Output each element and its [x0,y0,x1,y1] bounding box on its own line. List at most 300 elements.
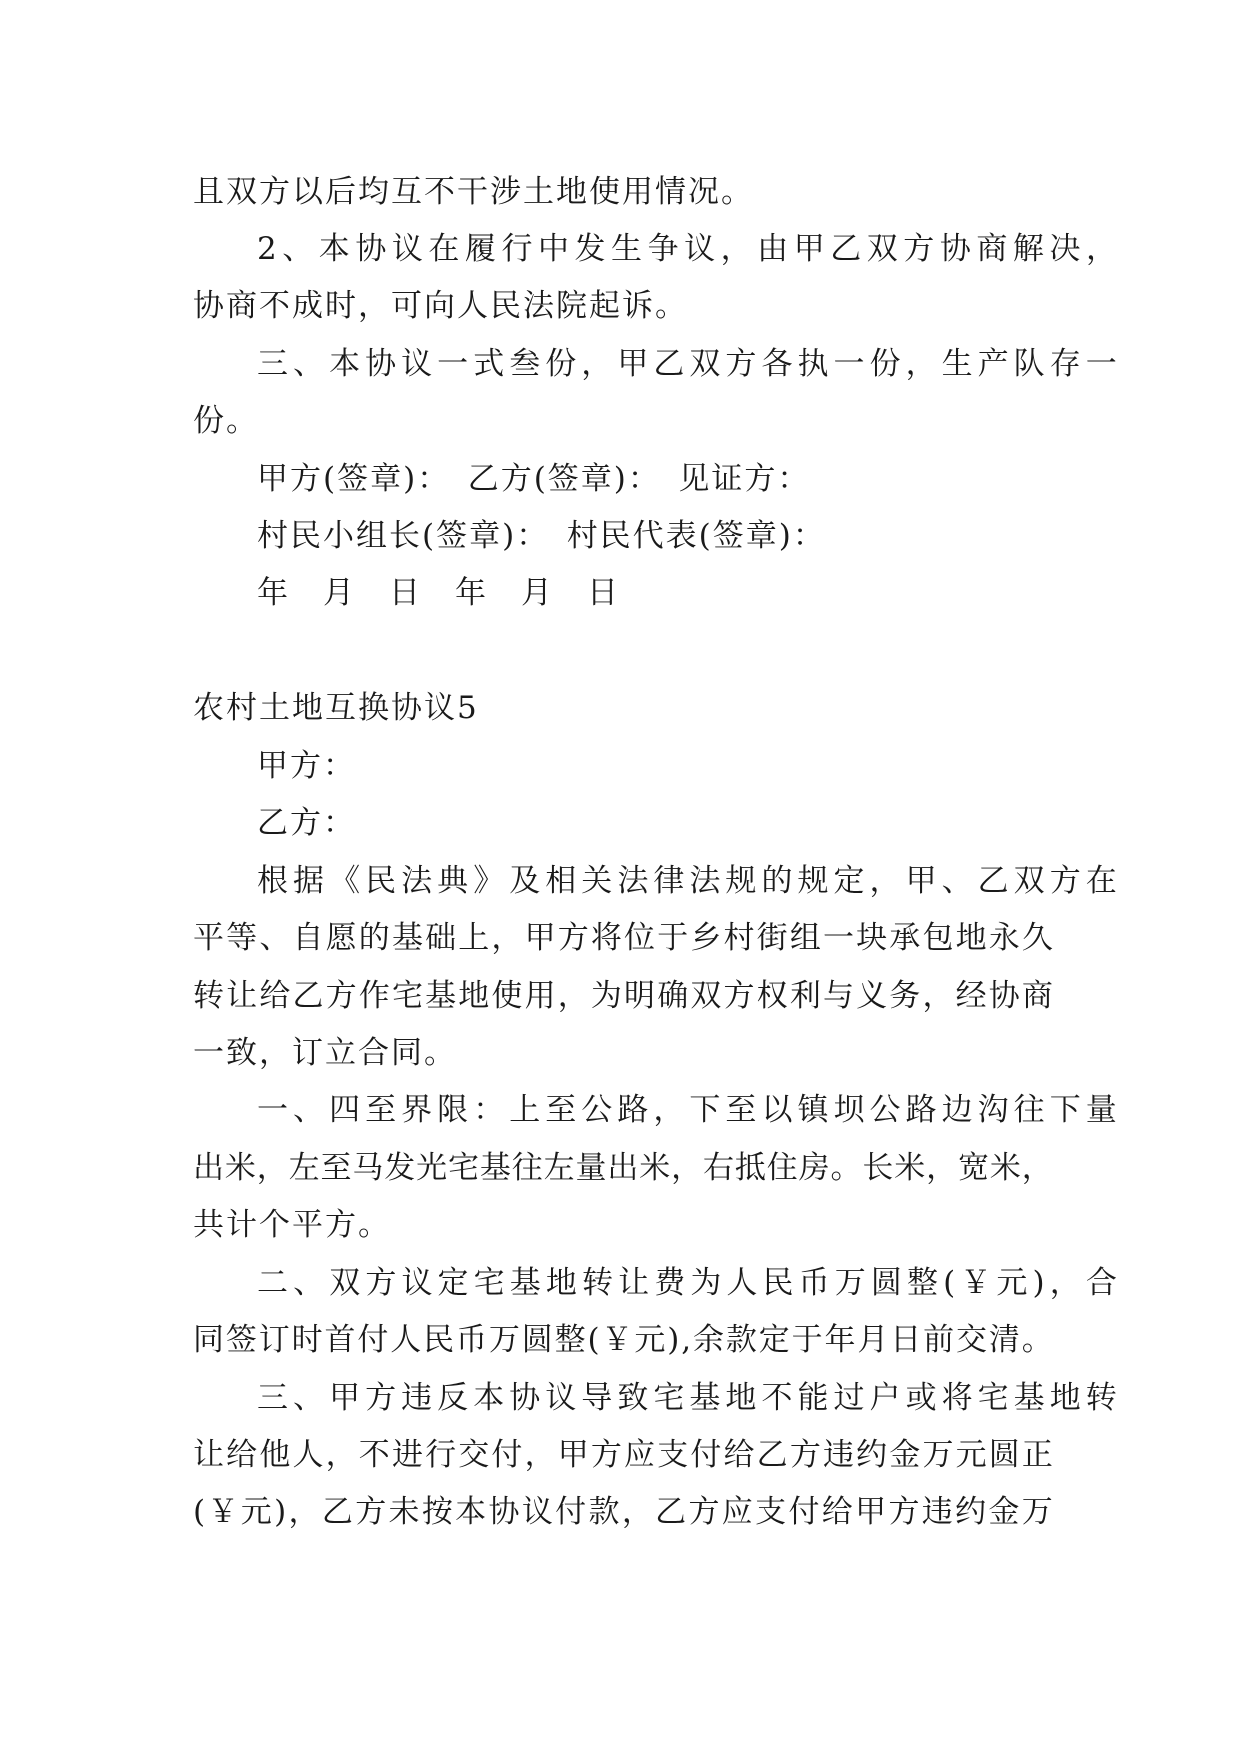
text-glyph: 在 [1085,863,1117,899]
text-glyph: ， [1021,1150,1053,1186]
text-glyph: 务 [889,978,921,1014]
text-glyph: 甲 [329,1380,361,1416]
text-glyph: 《 [329,863,361,899]
text-glyph: ， [926,1150,958,1186]
text-glyph: 方 [723,978,755,1014]
text-glyph: 使 [491,978,523,1014]
text-glyph: 人 [292,1437,324,1473]
text-glyph: 议 [521,1494,553,1530]
text-glyph: 经 [955,978,987,1014]
text-glyph: 定 [833,863,865,899]
text-glyph: 地 [725,1380,757,1416]
text-glyph: 乙 [321,1494,353,1530]
text-glyph: 乡 [690,920,722,956]
text-glyph: 甲 [793,231,825,267]
text-glyph: 基 [689,1380,721,1416]
text-glyph: 余 [692,1322,724,1358]
text-glyph: 、 [259,920,291,956]
text-glyph: ， [1085,231,1117,267]
text-glyph: 乙 [977,863,1009,899]
text-glyph: ： [473,1092,505,1128]
text-glyph: 议 [545,1380,577,1416]
text-glyph: 抵 [734,1150,766,1186]
text-glyph: 与 [822,978,854,1014]
text-glyph: 四 [329,1092,361,1128]
text-glyph: 费 [654,1265,686,1301]
text-glyph: 路 [617,1092,649,1128]
text-glyph: 上 [458,920,490,956]
text-glyph: 让 [226,978,258,1014]
text-glyph: 块 [856,920,888,956]
text-glyph: 街 [756,920,788,956]
text-glyph: 时 [291,1322,323,1358]
text-glyph: 右 [703,1150,734,1186]
text-glyph: 支 [755,1494,787,1530]
text-glyph: 民 [423,1322,455,1358]
text-glyph: 转 [581,1265,613,1301]
text-glyph: 作 [358,978,390,1014]
text-glyph: 往 [511,1150,543,1186]
text-glyph: 本 [318,231,350,267]
text-glyph: 量 [1085,1092,1117,1128]
text-glyph: 地 [1049,1380,1081,1416]
text-glyph: 镇 [797,1092,829,1128]
text-glyph: 议 [684,231,716,267]
text-glyph: 合 [1085,1265,1117,1301]
text-glyph: 协 [939,231,971,267]
paragraph-line: 共计个平方。 [193,1207,391,1243]
text-glyph: 地 [458,978,490,1014]
text-glyph: 万 [488,1322,520,1358]
text-glyph: 支 [657,1437,689,1473]
text-glyph: 出 [193,1150,224,1186]
text-glyph: 元 [955,1437,987,1473]
text-glyph: ( [587,1322,600,1358]
text-glyph: 将 [590,920,622,956]
text-glyph: 定 [758,1322,790,1358]
paragraph-line: 协商不成时，可向人民法院起诉。 [193,288,688,324]
text-glyph: 各 [761,346,793,382]
text-glyph: 违 [822,1437,854,1473]
text-glyph: 给 [259,978,291,1014]
text-glyph: 元 [240,1494,272,1530]
text-glyph: 。 [1021,1322,1053,1358]
text-glyph: 永 [988,920,1020,956]
text-glyph: 元 [634,1322,666,1358]
text-glyph: 光 [416,1150,448,1186]
text-glyph: 履 [464,231,496,267]
text-glyph: 行 [501,231,533,267]
text-glyph: 久 [1021,920,1053,956]
text-glyph: 协 [988,978,1020,1014]
text-glyph: 房 [798,1150,830,1186]
text-glyph: ， [325,1437,357,1473]
text-glyph: 根 [257,863,288,899]
text-glyph: 元 [996,1265,1028,1301]
text-glyph: 中 [537,231,569,267]
text-glyph: 利 [789,978,821,1014]
text-glyph: 确 [657,978,689,1014]
text-glyph: 按 [421,1494,453,1530]
text-glyph: 或 [905,1380,937,1416]
text-glyph: 进 [391,1437,423,1473]
text-glyph: 年 [824,1322,856,1358]
text-glyph: 关 [581,863,613,899]
text-glyph: 地 [545,1265,577,1301]
paragraph-line [257,1368,1117,1428]
text-glyph: 付 [491,1437,523,1473]
text-glyph: 币 [456,1322,487,1358]
text-glyph: 至 [725,1092,757,1128]
text-glyph: 付 [555,1494,587,1530]
text-glyph: 为 [590,978,622,1014]
text-glyph: 一 [833,346,865,382]
text-glyph: 方 [903,231,935,267]
text-glyph: 法 [617,863,649,899]
text-glyph: 未 [388,1494,420,1530]
text-glyph: , [681,1322,692,1358]
text-glyph: 乙 [292,978,324,1014]
text-glyph: 民 [762,1265,794,1301]
text-glyph: 双 [329,1265,361,1301]
text-glyph: 金 [988,1494,1020,1530]
text-glyph: 基 [391,920,423,956]
text-glyph: 让 [618,1265,650,1301]
text-glyph: 界 [401,1092,433,1128]
text-glyph: 出 [607,1150,639,1186]
text-glyph: 商 [1021,978,1053,1014]
text-glyph: 不 [358,1437,390,1473]
text-glyph: 万 [834,1265,866,1301]
text-glyph: 地 [955,920,987,956]
text-glyph: ， [621,1494,653,1530]
text-glyph: 马 [352,1150,384,1186]
text-glyph: 方 [590,1437,622,1473]
text-glyph: 将 [941,1380,973,1416]
text-glyph: 宅 [473,1265,505,1301]
text-glyph: 的 [761,863,793,899]
text-glyph: 协 [365,346,397,382]
text-glyph: 能 [797,1380,829,1416]
text-glyph: 法 [401,863,433,899]
paragraph-line [193,1310,1053,1370]
paragraph-line [193,1138,1053,1198]
text-glyph: 沟 [977,1092,1009,1128]
text-glyph: 等 [226,920,258,956]
text-glyph: 双 [1013,863,1045,899]
text-glyph: 存 [1049,346,1081,382]
text-glyph: 村 [723,920,755,956]
party-a-label: 甲方： [257,748,356,784]
text-glyph: 方 [888,1494,920,1530]
paragraph-line: 一致，订立合同。 [193,1035,457,1071]
text-glyph: ￥ [207,1494,239,1530]
text-glyph: 清 [988,1322,1020,1358]
text-glyph: 万 [922,1437,954,1473]
text-glyph: 宅 [653,1380,685,1416]
text-glyph: 发 [384,1150,416,1186]
text-glyph: 议 [401,1265,433,1301]
text-glyph: 乙 [655,1494,687,1530]
text-glyph: 行 [425,1437,457,1473]
text-glyph: ￥ [960,1265,992,1301]
text-glyph: 至 [320,1150,352,1186]
text-glyph: 自 [292,920,324,956]
text-glyph: 在 [428,231,460,267]
text-glyph: 义 [856,978,888,1014]
paragraph-line [193,1425,1053,1485]
text-glyph: 律 [653,863,685,899]
text-glyph: 转 [1085,1380,1117,1416]
text-glyph: 的 [358,920,390,956]
text-glyph: 包 [922,920,954,956]
text-glyph: ， [557,978,589,1014]
text-glyph: 同 [193,1322,224,1358]
text-glyph: 解 [1012,231,1044,267]
text-glyph: 、 [293,1265,325,1301]
text-glyph: 队 [1013,346,1045,382]
text-glyph: 坝 [833,1092,865,1128]
paragraph-line [257,1080,1117,1140]
text-glyph: 、 [293,346,325,382]
text-glyph: 约 [955,1494,987,1530]
text-glyph: 左 [543,1150,575,1186]
text-glyph: 至 [365,1092,397,1128]
text-glyph: 由 [757,231,789,267]
party-b-label: 乙方： [257,805,356,841]
text-glyph: 米 [989,1150,1021,1186]
text-glyph: 往 [1013,1092,1045,1128]
text-glyph: 致 [617,1380,649,1416]
text-glyph: 违 [921,1494,953,1530]
text-glyph: 乙 [830,231,862,267]
text-glyph: 用 [524,978,556,1014]
text-glyph: 组 [789,920,821,956]
text-glyph: ， [491,920,523,956]
text-glyph: 甲 [524,920,556,956]
text-glyph: 下 [689,1092,721,1128]
text-glyph: 米 [894,1150,926,1186]
text-glyph: 圆 [988,1437,1020,1473]
text-glyph: 甲 [557,1437,589,1473]
paragraph-line: 且双方以后均互不干涉土地使用情况。 [193,174,754,210]
text-glyph: 圆 [521,1322,553,1358]
text-glyph: 据 [293,863,325,899]
text-glyph: 方 [325,978,357,1014]
text-glyph: 边 [941,1092,973,1128]
text-glyph: 款 [588,1494,620,1530]
text-glyph: 米 [224,1150,256,1186]
text-glyph: ， [581,346,613,382]
text-glyph: 承 [889,920,921,956]
text-glyph: 生 [611,231,643,267]
text-glyph: 订 [258,1322,290,1358]
text-glyph: 础 [425,920,457,956]
text-glyph: 商 [976,231,1008,267]
text-glyph: 双 [689,346,721,382]
date-line: 年 月 日 年 月 日 [257,575,620,611]
text-glyph: 生 [941,346,973,382]
text-glyph: ， [1049,1265,1081,1301]
text-glyph: 前 [923,1322,955,1358]
text-glyph: 方 [557,920,589,956]
text-glyph: 给 [723,1437,755,1473]
text-glyph: 宅 [448,1150,479,1186]
text-glyph: 位 [624,920,656,956]
text-glyph: 币 [798,1265,830,1301]
text-glyph: 给 [821,1494,853,1530]
text-glyph: 户 [869,1380,901,1416]
text-glyph: 基 [479,1150,511,1186]
text-glyph: 住 [766,1150,798,1186]
text-glyph: 方 [725,346,757,382]
text-glyph: 2 [257,231,277,267]
text-glyph: ， [869,863,901,899]
text-glyph: ， [905,346,937,382]
text-glyph: ， [922,978,954,1014]
text-glyph: 下 [1049,1092,1081,1128]
text-glyph: 付 [690,1437,722,1473]
text-glyph: 一 [437,346,469,382]
text-glyph: 应 [624,1437,656,1473]
text-glyph: 人 [390,1322,422,1358]
text-glyph: 万 [1021,1494,1053,1530]
text-glyph: 日 [890,1322,922,1358]
text-glyph: 签 [225,1322,257,1358]
text-glyph: 他 [259,1437,291,1473]
text-glyph: 明 [624,978,656,1014]
text-glyph: 交 [955,1322,987,1358]
text-glyph: 份 [545,346,577,382]
text-glyph: 长 [862,1150,894,1186]
text-glyph: ( [193,1494,206,1530]
paragraph-line [193,966,1053,1026]
text-glyph: 于 [791,1322,823,1358]
text-glyph: 宽 [958,1150,989,1186]
text-glyph: 协 [488,1494,520,1530]
text-glyph: ) [274,1494,287,1530]
text-glyph: 于 [657,920,689,956]
text-glyph: 一 [822,920,854,956]
text-glyph: ) [1032,1265,1045,1301]
text-glyph: 基 [1013,1380,1045,1416]
paragraph-line: 份。 [193,403,259,439]
text-glyph: 付 [357,1322,389,1358]
text-glyph: 争 [647,231,679,267]
text-glyph: 甲 [855,1494,887,1530]
text-glyph: 产 [977,346,1009,382]
text-glyph: 违 [401,1380,433,1416]
text-glyph: 公 [869,1092,901,1128]
text-glyph: 。 [830,1150,862,1186]
text-glyph: ， [720,231,752,267]
text-glyph: 量 [575,1150,607,1186]
text-glyph: 方 [365,1265,397,1301]
text-glyph: 三 [257,346,288,382]
text-glyph: 协 [355,231,387,267]
text-glyph: 双 [690,978,722,1014]
text-glyph: 二 [257,1265,288,1301]
text-glyph: ， [256,1150,288,1186]
text-glyph: 发 [574,231,606,267]
text-glyph: ， [653,1092,685,1128]
text-glyph: 给 [226,1437,258,1473]
text-glyph: 执 [797,346,829,382]
text-glyph: 限 [437,1092,469,1128]
text-glyph: 整 [906,1265,938,1301]
text-glyph: 方 [789,1437,821,1473]
text-glyph: 一 [1085,346,1117,382]
text-glyph: 协 [509,1380,541,1416]
paragraph-line [257,851,1117,911]
text-glyph: 法 [689,863,721,899]
text-glyph: ， [288,1494,320,1530]
text-glyph: 为 [690,1265,722,1301]
text-glyph: 至 [545,1092,577,1128]
text-glyph: 、 [293,1380,325,1416]
text-glyph: 金 [889,1437,921,1473]
text-glyph: 基 [509,1265,541,1301]
text-glyph: 米 [639,1150,671,1186]
text-glyph: 导 [581,1380,613,1416]
text-glyph: 式 [473,346,505,382]
text-glyph: 方 [1049,863,1081,899]
text-glyph: 规 [725,863,757,899]
signature-line: 甲方(签章)： 乙方(签章)： 见证方： [257,461,811,497]
paragraph-line [257,1253,1117,1313]
text-glyph: 约 [856,1437,888,1473]
text-glyph: 议 [391,231,423,267]
text-glyph: 圆 [870,1265,902,1301]
text-glyph: 方 [355,1494,387,1530]
text-glyph: ￥ [601,1322,633,1358]
text-glyph: 宅 [391,978,423,1014]
paragraph-line [193,908,1053,968]
text-glyph: 人 [726,1265,758,1301]
text-glyph: 左 [288,1150,320,1186]
section-title: 农村土地互换协议5 [193,690,479,726]
text-glyph: 本 [455,1494,487,1530]
text-glyph: 甲 [617,346,649,382]
text-glyph: ) [667,1322,680,1358]
text-glyph: 民 [365,863,397,899]
text-glyph: 方 [688,1494,720,1530]
text-glyph: 乙 [756,1437,788,1473]
text-glyph: 份 [869,346,901,382]
text-glyph: 决 [1049,231,1081,267]
text-glyph: 交 [458,1437,490,1473]
text-glyph: 宅 [977,1380,1009,1416]
signature-line: 村民小组长(签章)： 村民代表(签章)： [257,518,826,554]
text-glyph: ， [524,1437,556,1473]
text-glyph: 让 [193,1437,224,1473]
text-glyph: ， [671,1150,703,1186]
text-glyph: ( [943,1265,956,1301]
text-glyph: 以 [761,1092,793,1128]
text-glyph: 本 [329,346,361,382]
text-glyph: 方 [365,1380,397,1416]
text-glyph: 基 [425,978,457,1014]
text-glyph: 转 [193,978,224,1014]
text-glyph: 本 [473,1380,505,1416]
text-glyph: 平 [193,920,224,956]
text-glyph: 首 [324,1322,356,1358]
text-glyph: 乙 [653,346,685,382]
text-glyph: 正 [1021,1437,1053,1473]
text-glyph: 相 [545,863,577,899]
text-glyph: 路 [905,1092,937,1128]
text-glyph: 应 [721,1494,753,1530]
